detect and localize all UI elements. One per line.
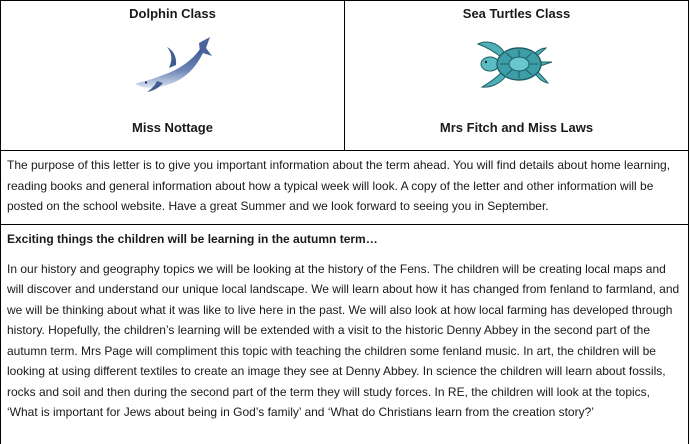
- sea-turtles-class-cell: [345, 1, 688, 150]
- sea-turtle-icon: [474, 38, 560, 90]
- class-name: Dolphin Class: [129, 6, 216, 21]
- section-paragraph: In our history and geography topics we will be looking at the history of the Fens. The children will be creating local maps and will discover and understand our unique local landscape. We will learn about how it has changed from fenland to farmland, and we will be thinking about what it was like to live here in the past. We will also look at how local farming has developed through history. Hopefully, the children’s learning will be extended with a visit to the historic Denny Abbey in the second part of the autumn term. Mrs Page will compliment this topic with teaching the children some fenland music. In art, the children will be looking at using different textiles to create an image they see at Denny Abbey. In science the children will learn about fossils, rocks and soil and then during the second part of the term they will study forces. In RE, the children will look at the topics, ‘What is important for Jews about being in God’s family’ and ‘What do Christians learn from the creation story?’: [7, 261, 680, 419]
- intro-paragraph: The purpose of this letter is to give you important information about the term ahead. You will find details about home learning, reading books and general information about how a typical week will look. A copy of the letter and other information will be posted on the school website. Have a great Summer and we look forward to seeing you in September.: [1, 151, 688, 225]
- dolphin-icon: [133, 37, 213, 93]
- dolphin-class-cell: [1, 1, 345, 150]
- section-heading: Exciting things the children will be learning in the autumn term…: [7, 232, 378, 246]
- class-name: Sea Turtles Class: [462, 6, 571, 21]
- teacher-name: Mrs Fitch and Miss Laws: [439, 120, 594, 135]
- autumn-term-section: [1, 225, 688, 423]
- class-header-table: [1, 1, 688, 151]
- teacher-name: Miss Nottage: [132, 120, 213, 135]
